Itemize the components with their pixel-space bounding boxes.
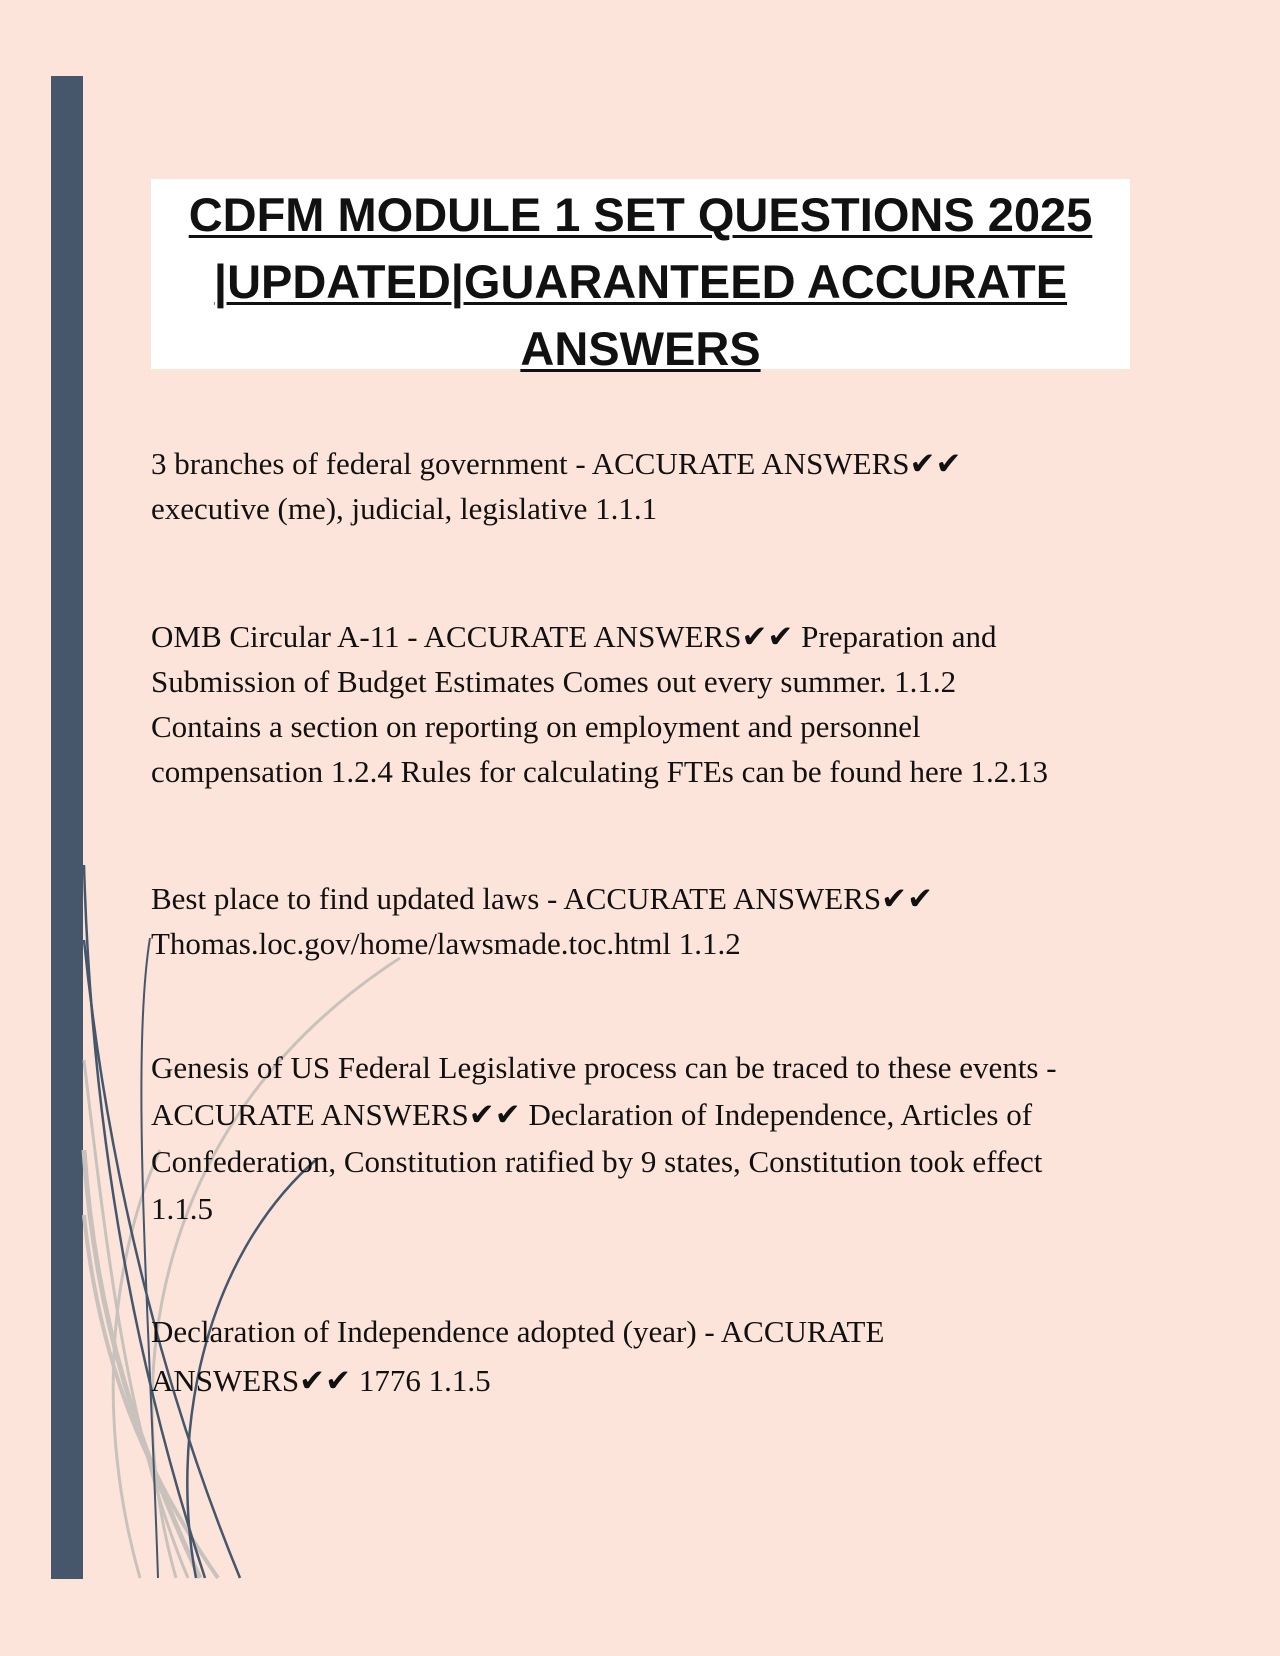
qa-item-branches	[151, 441, 1136, 531]
qa-line: Best place to find updated laws - ACCURATE ANSWERS✔✔	[151, 881, 934, 916]
qa-line: 1.1.5	[151, 1191, 213, 1226]
qa-line: executive (me), judicial, legislative 1.1.1	[151, 491, 658, 526]
qa-line: OMB Circular A-11 - ACCURATE ANSWERS✔✔ Preparation and	[151, 619, 997, 654]
qa-item-declaration-year	[151, 1307, 1136, 1405]
qa-item-legislative-genesis	[151, 1044, 1136, 1232]
qa-line: ANSWERS✔✔ 1776 1.1.5	[151, 1363, 491, 1398]
qa-line: compensation 1.2.4 Rules for calculating FTEs can be found here 1.2.13	[151, 754, 1049, 789]
title-line: |UPDATED|GUARANTEED ACCURATE	[213, 255, 1068, 308]
qa-line: Thomas.loc.gov/home/lawsmade.toc.html 1.1.2	[151, 926, 741, 961]
qa-line: Contains a section on reporting on employment and personnel	[151, 709, 921, 744]
qa-line: Confederation, Constitution ratified by 9 states, Constitution took effect	[151, 1144, 1043, 1179]
qa-item-updated-laws	[151, 876, 1136, 966]
title-line: ANSWERS	[520, 322, 761, 375]
qa-line: ACCURATE ANSWERS✔✔ Declaration of Independence, Articles of	[151, 1097, 1033, 1132]
qa-item-omb-circular	[151, 614, 1136, 794]
document-title	[151, 179, 1130, 382]
swirl-dark-4	[141, 938, 158, 1578]
decorative-side-bar	[51, 76, 83, 1579]
qa-line: Genesis of US Federal Legislative process can be traced to these events -	[151, 1050, 1057, 1085]
title-line: CDFM MODULE 1 SET QUESTIONS 2025	[188, 188, 1093, 241]
qa-line: Submission of Budget Estimates Comes out every summer. 1.1.2	[151, 664, 957, 699]
qa-line: Declaration of Independence adopted (year) - ACCURATE	[151, 1314, 885, 1349]
qa-line: 3 branches of federal government - ACCURATE ANSWERS✔✔	[151, 446, 962, 481]
title-box	[151, 179, 1130, 375]
swirl-dark-2	[84, 940, 240, 1578]
